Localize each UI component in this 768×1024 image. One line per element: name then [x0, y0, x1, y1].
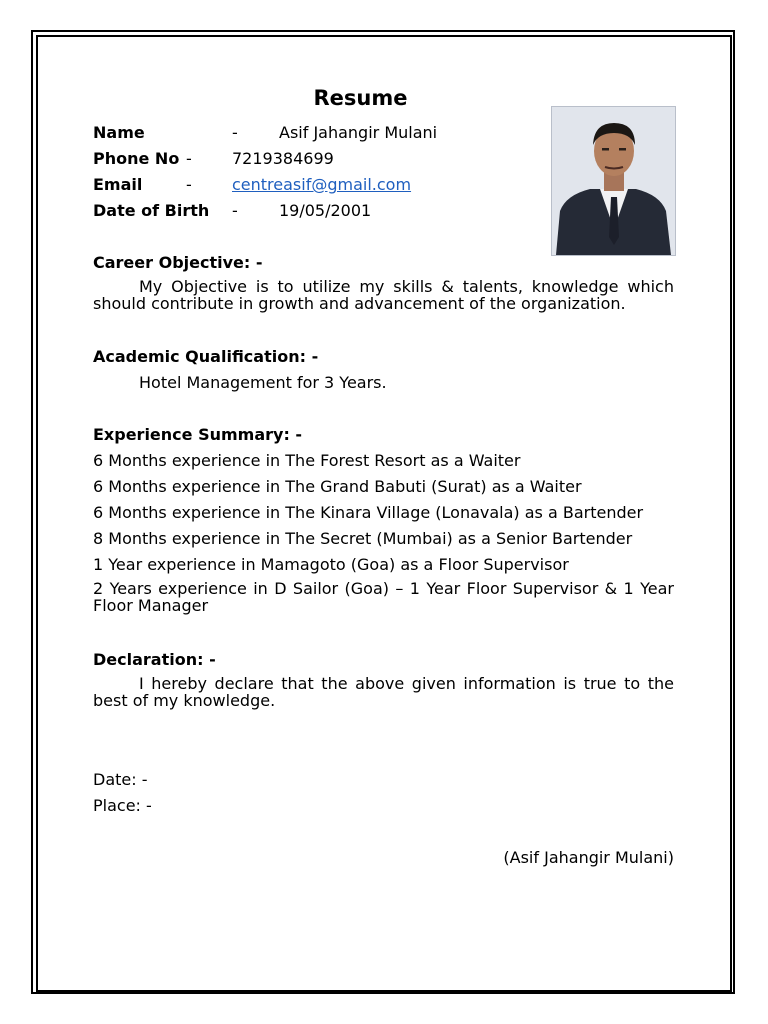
academic-qualification-text: Hotel Management for 3 Years. [139, 373, 387, 392]
place-label: Place: - [93, 796, 152, 815]
list-item: 2 Years experience in D Sailor (Goa) – 1 Year Floor Supervisor & 1 Year Floor Manager [93, 579, 674, 615]
phone-label: Phone No [93, 149, 180, 168]
list-item: 6 Months experience in The Forest Resort as a Waiter [93, 451, 521, 470]
name-value: Asif Jahangir Mulani [279, 123, 438, 142]
dob-label: Date of Birth [93, 201, 210, 220]
person-portrait-icon [552, 107, 675, 255]
academic-qualification-heading: Academic Qualification: - [93, 347, 319, 366]
dob-separator: - [232, 201, 238, 220]
experience-summary-heading: Experience Summary: - [93, 425, 303, 444]
career-objective-heading: Career Objective: - [93, 253, 263, 272]
signature-name: (Asif Jahangir Mulani) [503, 848, 674, 867]
dob-value: 19/05/2001 [279, 201, 372, 220]
list-item: 6 Months experience in The Grand Babuti (Surat) as a Waiter [93, 477, 582, 496]
list-item: 8 Months experience in The Secret (Mumbai) as a Senior Bartender [93, 529, 633, 548]
career-objective-text: My Objective is to utilize my skills & talents, knowledge which should contribute in growth and advancement of the organization. [93, 277, 674, 313]
declaration-heading: Declaration: - [93, 650, 216, 669]
phone-separator: - [186, 149, 192, 168]
email-label: Email [93, 175, 143, 194]
profile-photo [551, 106, 676, 256]
phone-value: 7219384699 [232, 149, 334, 168]
list-item: 1 Year experience in Mamagoto (Goa) as a Floor Supervisor [93, 555, 569, 574]
email-separator: - [186, 175, 192, 194]
declaration-text: I hereby declare that the above given information is true to the best of my knowledge. [93, 674, 674, 710]
list-item: 6 Months experience in The Kinara Village (Lonavala) as a Bartender [93, 503, 644, 522]
name-separator: - [232, 123, 238, 142]
name-label: Name [93, 123, 145, 142]
date-label: Date: - [93, 770, 148, 789]
document-title: Resume [313, 86, 408, 110]
email-link[interactable]: centreasif@gmail.com [232, 175, 412, 194]
